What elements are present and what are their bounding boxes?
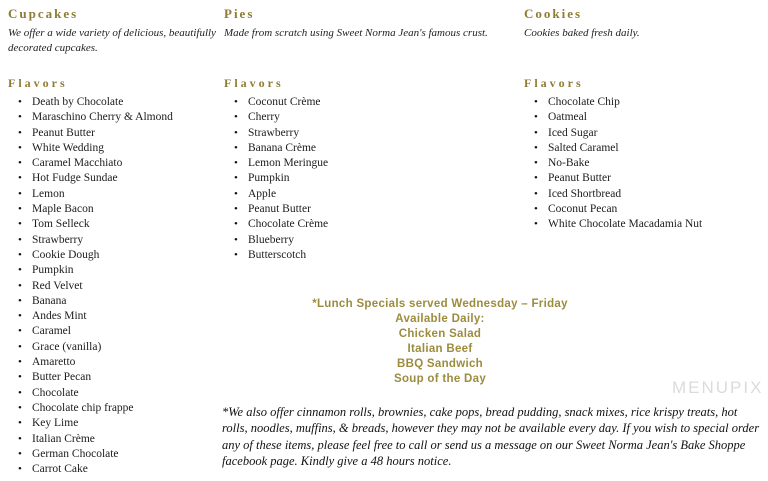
flavor-item: • Chocolate bbox=[32, 386, 216, 401]
flavor-item: • Lemon Meringue bbox=[248, 156, 509, 171]
flavors-list-cookies bbox=[524, 95, 764, 233]
flavors-heading-cookies: Flavors bbox=[524, 76, 584, 90]
lunch-specials-block bbox=[300, 297, 580, 387]
flavor-item: • Blueberry bbox=[248, 233, 509, 248]
flavor-item: • Italian Crème bbox=[32, 432, 216, 447]
flavor-item: • Strawberry bbox=[248, 126, 509, 141]
flavor-item: • Amaretto bbox=[32, 355, 216, 370]
footnote-text: *We also offer cinnamon rolls, brownies, cake pops, bread pudding, snack mixes, rice krispy treats, hot rolls, noodles, muffins, & breads, however they may not be available every day. If you wish to special order any of these items, please feel free to call or send us a message on our Sweet Norma Jean's Bake Shoppe facebook page. Kindly give a 48 hours notice. bbox=[222, 404, 760, 468]
flavor-item: • Grace (vanilla) bbox=[32, 340, 216, 355]
flavor-item: • Peanut Butter bbox=[548, 171, 764, 186]
section-cupcakes bbox=[8, 6, 216, 477]
flavor-item: • Butterscotch bbox=[248, 248, 509, 263]
flavor-item: • Salted Caramel bbox=[548, 141, 764, 156]
lunch-specials-line: *Lunch Specials served Wednesday – Friday bbox=[312, 298, 568, 310]
flavor-item: • Key Lime bbox=[32, 416, 216, 431]
section-cookies bbox=[524, 6, 764, 233]
flavor-item: • Chocolate chip frappe bbox=[32, 401, 216, 416]
lunch-specials-line: Italian Beef bbox=[407, 343, 473, 355]
flavor-item: • Death by Chocolate bbox=[32, 95, 216, 110]
flavor-item: • Caramel bbox=[32, 324, 216, 339]
flavors-heading-pies: Flavors bbox=[224, 76, 284, 90]
flavors-list-pies bbox=[224, 95, 509, 263]
flavor-item: • Maple Bacon bbox=[32, 202, 216, 217]
flavor-item: • Carrot Cake bbox=[32, 462, 216, 477]
flavor-item: • Tom Selleck bbox=[32, 217, 216, 232]
flavor-item: • Pumpkin bbox=[248, 171, 509, 186]
section-description-pies: Made from scratch using Sweet Norma Jean's famous crust. bbox=[224, 27, 488, 39]
flavor-item: • Iced Shortbread bbox=[548, 187, 764, 202]
lunch-specials-line: Chicken Salad bbox=[398, 328, 482, 340]
watermark-text: MENUPIX bbox=[672, 378, 764, 397]
flavor-item: • Coconut Pecan bbox=[548, 202, 764, 217]
flavor-item: • Chocolate Crème bbox=[248, 217, 509, 232]
flavor-item: • Andes Mint bbox=[32, 309, 216, 324]
flavors-heading-cupcakes: Flavors bbox=[8, 76, 68, 90]
lunch-specials-line: Soup of the Day bbox=[393, 373, 487, 385]
flavor-item: • Iced Sugar bbox=[548, 126, 764, 141]
flavor-item: • Peanut Butter bbox=[32, 126, 216, 141]
flavor-item: • Coconut Crème bbox=[248, 95, 509, 110]
flavor-item: • Cookie Dough bbox=[32, 248, 216, 263]
lunch-specials-line: Available Daily: bbox=[395, 313, 485, 325]
flavor-item: • Banana Crème bbox=[248, 141, 509, 156]
flavor-item: • White Wedding bbox=[32, 141, 216, 156]
flavor-item: • Cherry bbox=[248, 110, 509, 125]
flavor-item: • Apple bbox=[248, 187, 509, 202]
flavor-item: • Peanut Butter bbox=[248, 202, 509, 217]
section-title-pies: Pies bbox=[224, 6, 255, 21]
flavor-item: • Caramel Macchiato bbox=[32, 156, 216, 171]
section-pies bbox=[224, 6, 509, 263]
flavor-item: • Pumpkin bbox=[32, 263, 216, 278]
flavor-item: • Strawberry bbox=[32, 233, 216, 248]
flavor-item: • Banana bbox=[32, 294, 216, 309]
flavor-item: • Butter Pecan bbox=[32, 370, 216, 385]
lunch-specials-line: BBQ Sandwich bbox=[396, 358, 484, 370]
flavor-item: • Lemon bbox=[32, 187, 216, 202]
flavor-item: • White Chocolate Macadamia Nut bbox=[548, 217, 764, 232]
section-title-cupcakes: Cupcakes bbox=[8, 6, 79, 21]
flavor-item: • German Chocolate bbox=[32, 447, 216, 462]
flavor-item: • Maraschino Cherry & Almond bbox=[32, 110, 216, 125]
flavor-item: • No-Bake bbox=[548, 156, 764, 171]
flavor-item: • Oatmeal bbox=[548, 110, 764, 125]
flavor-item: • Red Velvet bbox=[32, 279, 216, 294]
flavor-item: • Chocolate Chip bbox=[548, 95, 764, 110]
section-description-cupcakes: We offer a wide variety of delicious, beautifully decorated cupcakes. bbox=[8, 27, 216, 54]
section-title-cookies: Cookies bbox=[524, 6, 583, 21]
section-description-cookies: Cookies baked fresh daily. bbox=[524, 27, 640, 39]
flavor-item: • Hot Fudge Sundae bbox=[32, 171, 216, 186]
flavors-list-cupcakes bbox=[8, 95, 216, 477]
